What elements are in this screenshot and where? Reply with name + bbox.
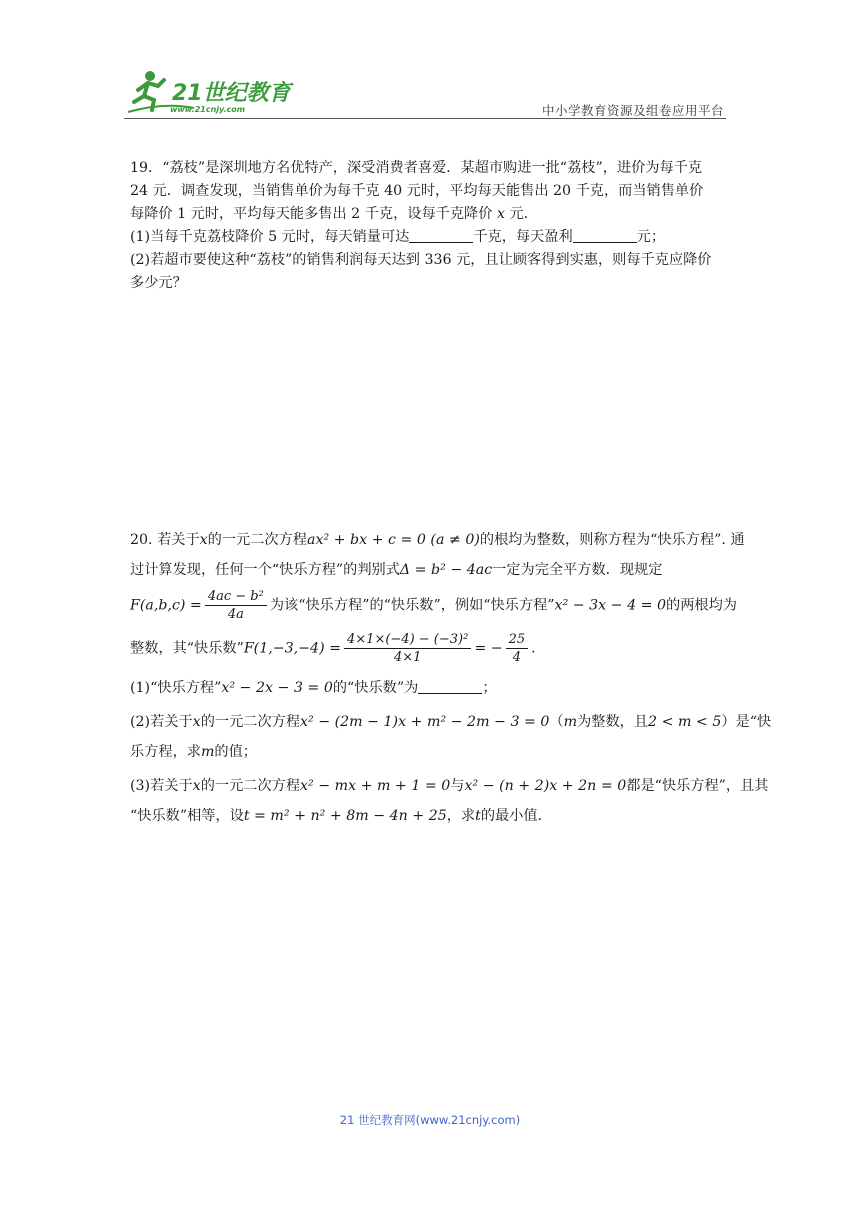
answer-blank[interactable] — [418, 679, 482, 694]
footer-link[interactable]: 21 世纪教育网(www.21cnjy.com) — [339, 1113, 521, 1127]
header-divider — [124, 118, 726, 119]
q20-stem-line1: 20. 若关于x的一元二次方程ax² + bx + c = 0 (a ≠ 0)的根均为整数，则称方程为“快乐方程”. 通 — [130, 532, 745, 548]
happy-number-fraction: $\frac{\text{4ac − b²}}{4a}$ — [205, 588, 267, 623]
question-19 — [130, 157, 730, 295]
example-result-fraction: $\frac{25}{4}$ — [506, 631, 529, 666]
q20-stem-line2: 过计算发现，任何一个“快乐方程”的判别式Δ = b² − 4ac一定为完全平方数．现规定 — [130, 562, 663, 578]
question-20 — [130, 528, 772, 828]
discriminant-formula: Δ = b² − 4ac — [399, 562, 493, 578]
q20-stem-line3: F(a,b,c) = $\frac{\text{4ac − b²}}{4a}$ 为该“快乐方程”的“快乐数”，例如“快乐方程”x² − 3x − 4 = 0的两根均为 — [130, 589, 737, 622]
brand-logo — [124, 68, 294, 116]
platform-name: 中小学教育资源及组卷应用平台 — [541, 103, 724, 118]
q19-stem-line3: 每降价 1 元时，平均每天能多售出 2 千克，设每千克降价 x 元． — [130, 206, 538, 222]
q20-stem-line4: 整数，其“快乐数”F(1,−3,−4) = $\frac{\text{4×1×(−4) − (−3)²}}{4\times 1}$ = − $\frac{25}{4}$ . — [130, 632, 536, 665]
runner-logo-icon — [124, 68, 294, 116]
quadratic-general-equation: ax² + bx + c = 0 (a ≠ 0) — [306, 532, 480, 548]
q19-stem-line1: 19．“荔枝”是深圳地方名优特产，深受消费者喜爱．某超市购进一批“荔枝”，进价为每千克 — [130, 160, 703, 176]
q20-part3-line2: “快乐数”相等，设t = m² + n² + 8m − 4n + 25，求t的最小值． — [130, 808, 552, 824]
svg-text:www.21cnjy.com: www.21cnjy.com — [170, 105, 246, 114]
q19-part2-line1: (2)若超市要使这种“荔枝”的销售利润每天达到 336 元，且让顾客得到实惠，则每千克应降价 — [130, 252, 712, 268]
q19-stem-line2: 24 元．调查发现，当销售单价为每千克 40 元时，平均每天能售出 20 千克，而当销售单价 — [130, 183, 704, 199]
q20-part2-line1: (2)若关于x的一元二次方程x² − (2m − 1)x + m² − 2m − 3 = 0（m为整数，且2 < m < 5）是“快 — [130, 714, 772, 730]
answer-blank[interactable] — [409, 228, 473, 243]
q20-part2-line2: 乐方程，求m的值； — [130, 744, 257, 760]
q20-part1: (1)“快乐方程”x² − 2x − 3 = 0的“快乐数”为 ； — [130, 680, 497, 696]
example-fraction: $\frac{\text{4×1×(−4) − (−3)²}}{4\times 1}$ — [344, 631, 471, 666]
q19-part1: (1)当每千克荔枝降价 5 元时，每天销量可达 千克，每天盈利 元； — [130, 229, 666, 245]
svg-text:21世纪教育: 21世纪教育 — [172, 81, 291, 106]
q20-part3-line1: (3)若关于x的一元二次方程x² − mx + m + 1 = 0与x² − (n + 2)x + 2n = 0都是“快乐方程”，且其 — [130, 778, 769, 794]
q19-part2-line2: 多少元？ — [130, 275, 187, 291]
answer-blank[interactable] — [573, 228, 637, 243]
